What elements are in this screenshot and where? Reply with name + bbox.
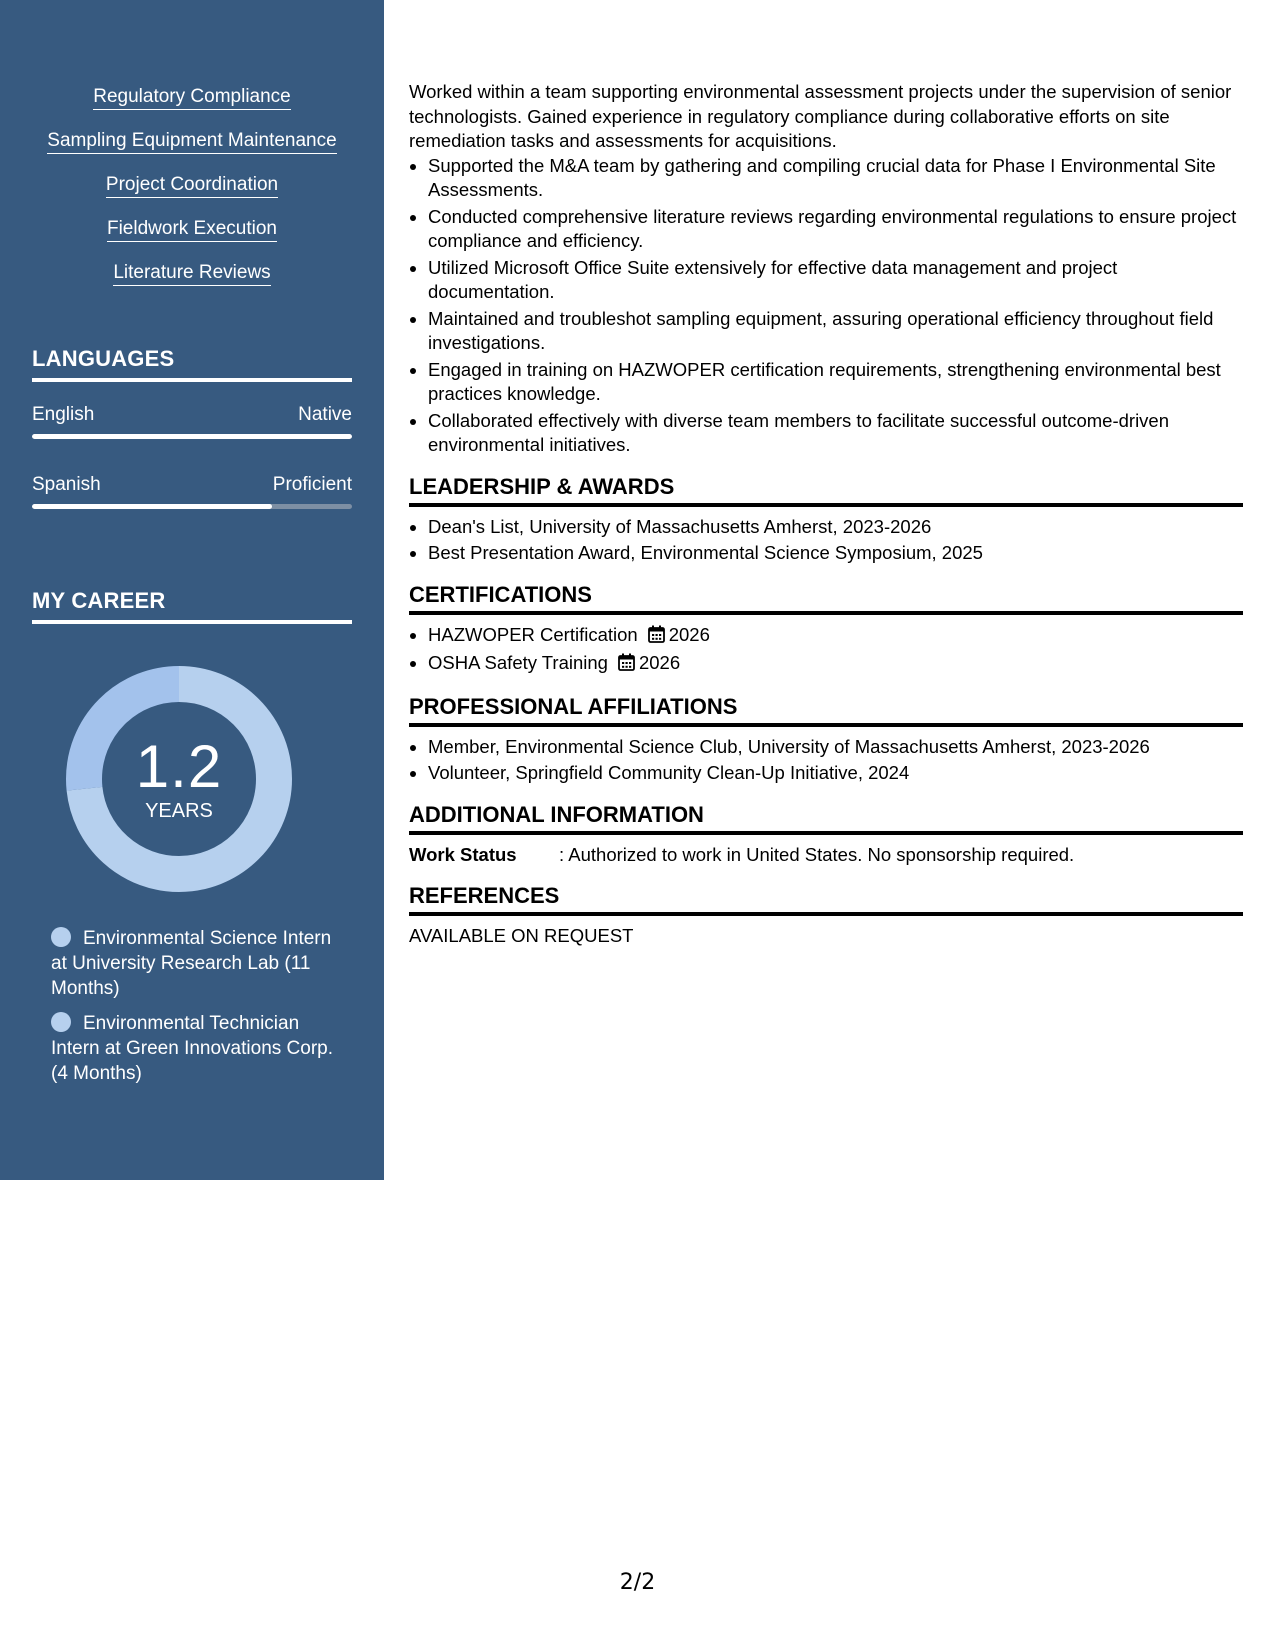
certification-item (428, 651, 1243, 678)
skill-item: Project Coordination (106, 174, 278, 198)
skill-item: Fieldwork Execution (107, 218, 277, 242)
additional-info-heading: ADDITIONAL INFORMATION (409, 802, 1243, 835)
leadership-item: • Best Presentation Award, Environmental Science Symposium, 2025 (428, 541, 1243, 566)
certification-item (428, 623, 1243, 650)
references-text: AVAILABLE ON REQUEST (409, 924, 634, 946)
experience-bullet: • Conducted comprehensive literature reviews regarding environmental regulations to ensure project compliance and efficiency. (428, 205, 1243, 254)
skill-item: Literature Reviews (113, 262, 270, 286)
career-donut-chart (66, 666, 292, 892)
career-item-text: Environmental Technician Intern at Green Innovations Corp. (4 Months) (51, 1013, 333, 1084)
leadership-list (409, 515, 1243, 566)
languages-heading: LANGUAGES (32, 346, 352, 382)
experience-bullets (409, 154, 1243, 458)
language-name: English (32, 404, 95, 425)
career-dot-icon (51, 927, 71, 947)
certifications-list (409, 623, 1243, 678)
career-item (51, 1011, 351, 1086)
experience-bullet: • Engaged in training on HAZWOPER certification requirements, strengthening environmental best practices knowledge. (428, 358, 1243, 407)
language-row-english (32, 404, 352, 426)
language-bar-fill (32, 434, 352, 439)
certification-name: HAZWOPER Certification (428, 623, 638, 645)
affiliations-list (409, 735, 1243, 786)
career-years-value: 1.2 (135, 732, 223, 800)
calendar-icon (648, 625, 665, 650)
career-list (51, 926, 351, 1096)
career-years-unit: YEARS (145, 799, 213, 822)
experience-bullet: • Maintained and troubleshot sampling equipment, assuring operational efficiency throughout field investigations. (428, 307, 1243, 356)
experience-bullet: • Utilized Microsoft Office Suite extensively for effective data management and project documentation. (428, 256, 1243, 305)
career-dot-icon (51, 1012, 71, 1032)
references-heading: REFERENCES (409, 883, 1243, 916)
work-status-label: Work Status (409, 843, 517, 865)
certification-year: 2026 (668, 623, 710, 645)
certification-year: 2026 (638, 652, 681, 673)
work-status-row (409, 843, 1243, 867)
experience-summary: Worked within a team supporting environmental assessment projects under the supervision of senior technologists. Gained experience in regulatory compliance during collaborative efforts on site remediation tasks and assessments for acquisitions. (409, 81, 1232, 151)
affiliation-item: • Volunteer, Springfield Community Clean-Up Initiative, 2024 (428, 761, 1243, 786)
career-total (66, 666, 292, 892)
language-name: Spanish (32, 474, 101, 495)
skill-item: Sampling Equipment Maintenance (47, 130, 336, 154)
certification-name: OSHA Safety Training (428, 652, 608, 673)
skills-list (0, 86, 384, 306)
skill-item: Regulatory Compliance (93, 86, 291, 110)
language-row-spanish (32, 474, 352, 496)
leadership-item: • Dean's List, University of Massachusetts Amherst, 2023-2026 (428, 515, 1243, 540)
page-number: 2/2 (619, 1570, 656, 1595)
affiliation-item: • Member, Environmental Science Club, University of Massachusetts Amherst, 2023-2026 (428, 735, 1243, 760)
experience-bullet: • Collaborated effectively with diverse team members to facilitate successful outcome-driven environmental initiatives. (428, 409, 1243, 458)
language-bar-spanish (32, 504, 352, 509)
career-item (51, 926, 351, 1001)
career-heading: MY CAREER (32, 588, 352, 624)
career-item-text: Environmental Science Intern at University Research Lab (11 Months) (51, 928, 332, 999)
calendar-icon (618, 653, 635, 678)
language-level: Proficient (272, 474, 352, 495)
language-bar-english (32, 434, 352, 439)
work-status-value: : Authorized to work in United States. No sponsorship required. (559, 843, 1075, 865)
experience-bullet: • Supported the M&A team by gathering and compiling crucial data for Phase I Environmental Site Assessments. (428, 154, 1243, 203)
language-level: Native (298, 404, 352, 425)
main-content (409, 80, 1243, 948)
leadership-heading: LEADERSHIP & AWARDS (409, 474, 1243, 507)
affiliations-heading: PROFESSIONAL AFFILIATIONS (409, 694, 1243, 727)
language-bar-fill (32, 504, 272, 509)
sidebar (0, 0, 384, 1180)
certifications-heading: CERTIFICATIONS (409, 582, 1243, 615)
